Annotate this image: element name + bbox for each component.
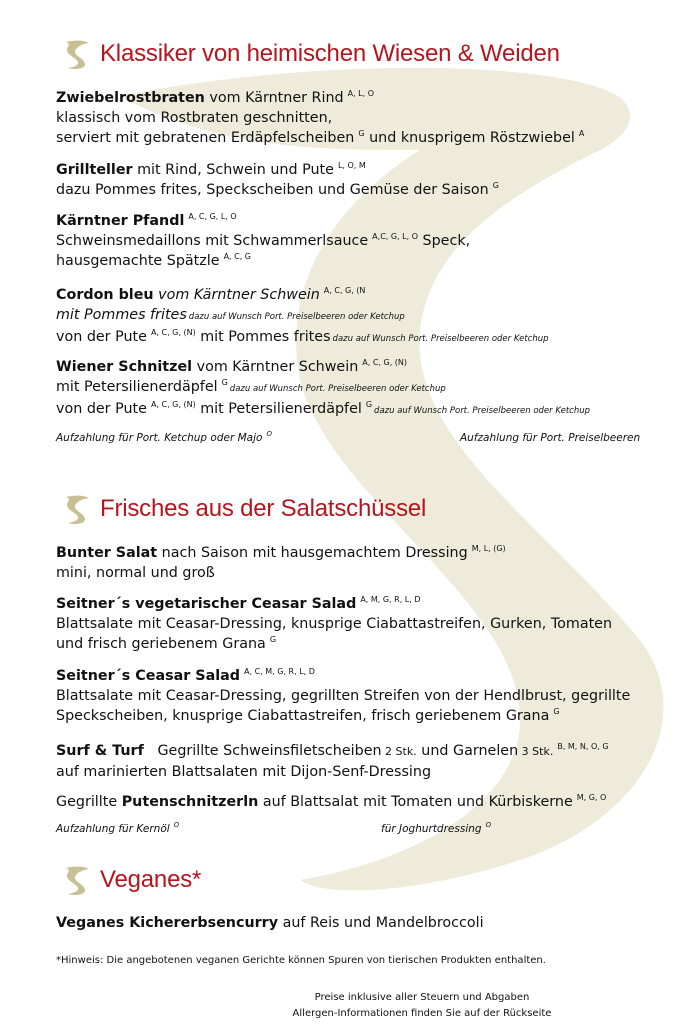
seitner-logo-icon: [62, 864, 92, 896]
allergen-codes: A, C, G, (N): [362, 358, 408, 367]
surcharge-note-preiselbeeren: [460, 432, 640, 444]
dish-name: Kärntner Pfandl: [56, 213, 185, 229]
section-title-text: Veganes*: [100, 866, 202, 893]
dish-desc: auf Reis und Mandelbroccoli: [278, 915, 484, 931]
allergen-codes: G: [492, 181, 499, 190]
allergen-codes: O: [173, 821, 180, 829]
section-title-klassiker: [62, 38, 560, 70]
dish-desc: vom Kärntner Rind: [204, 90, 344, 106]
allergen-codes: A, C, G, (N): [150, 328, 196, 337]
menu-item-cordon-bleu: [56, 285, 549, 349]
footer: [262, 990, 582, 1022]
menu-item-ceasar-salad: [56, 666, 630, 726]
dish-name: Cordon bleu: [56, 287, 154, 303]
note-text: Aufzahlung für Kernöl: [56, 823, 170, 835]
allergen-codes: A, L, O: [347, 89, 375, 98]
allergen-codes: G: [221, 378, 228, 387]
footer-allergen-note: Allergen-Informationen finden Sie auf der Rückseite: [292, 1008, 552, 1019]
allergen-codes: B, M, N, O, G: [557, 742, 609, 751]
note-text: Aufzahlung für Port. Ketchup oder Majo: [56, 432, 263, 444]
menu-item-grillteller: [56, 160, 499, 200]
dish-desc: Schweinsmedaillons mit Schwammerlsauce: [56, 233, 369, 249]
menu-item-surf-turf: [56, 741, 609, 782]
allergen-codes: G: [553, 707, 560, 716]
allergen-codes: A, C, G, (N): [150, 400, 196, 409]
dish-desc-line: auf marinierten Blattsalaten mit Dijon-Senf-Dressing: [56, 764, 432, 780]
allergen-codes: G: [365, 400, 373, 409]
dish-name: Veganes Kichererbsencurry: [56, 915, 279, 931]
allergen-codes: L, O, M: [337, 161, 366, 170]
section-title-salat: [62, 493, 426, 525]
allergen-codes: O: [266, 430, 272, 438]
allergen-codes: M, G, O: [576, 793, 607, 802]
side-option-note: dazu auf Wunsch Port. Preiselbeeren oder Ketchup: [188, 312, 405, 322]
dish-desc: Speckscheiben, knusprige Ciabattastreifen, frisch geriebenem Grana: [56, 708, 550, 724]
dish-desc: Gegrillte Schweinsfiletscheiben: [143, 743, 382, 759]
dish-name: Zwiebelrostbraten: [56, 90, 205, 106]
dish-desc-line: klassisch vom Rostbraten geschnitten,: [56, 110, 333, 126]
dish-desc: von der Pute: [56, 329, 147, 345]
menu-item-putenschnitzerln: [56, 792, 606, 812]
allergen-codes: G: [269, 635, 277, 644]
seitner-logo-icon: [62, 493, 92, 525]
menu-item-bunter-salat: [56, 543, 506, 583]
section-title-text: Klassiker von heimischen Wiesen & Weiden: [100, 40, 560, 67]
menu-item-kaerntner-pfandl: [56, 211, 470, 271]
dish-name: Seitner´s Ceasar Salad: [56, 668, 241, 684]
allergen-codes: A, C, G, L, O: [188, 212, 237, 221]
note-text: Aufzahlung für Port. Preiselbeeren: [460, 432, 641, 444]
allergen-codes: A,C, G, L, O: [372, 232, 418, 241]
side-option-note: dazu auf Wunsch Port. Preiselbeeren oder Ketchup: [332, 334, 549, 344]
dish-desc: serviert mit gebratenen Erdäpfelscheiben: [56, 130, 355, 146]
menu-item-zwiebelrostbraten: [56, 88, 584, 148]
footer-prices-note: Preise inklusive aller Steuern und Abgaben: [314, 992, 530, 1003]
dish-name: Wiener Schnitzel: [56, 359, 193, 375]
menu-item-kichererbsencurry: [56, 913, 484, 933]
dish-desc: dazu Pommes frites, Speckscheiben und Gemüse der Saison: [56, 182, 489, 198]
note-text: für Joghurtdressing: [381, 823, 482, 835]
dish-desc: mit Rind, Schwein und Pute: [132, 162, 334, 178]
dish-name: Seitner´s vegetarischer Ceasar Salad: [56, 596, 357, 612]
seitner-logo-icon: [62, 38, 92, 70]
portion-size: 2 Stk.: [381, 745, 417, 758]
dish-desc: hausgemachte Spätzle: [56, 253, 220, 269]
surcharge-note-kernoel: [56, 823, 179, 835]
side-option-note: dazu auf Wunsch Port. Preiselbeeren oder Ketchup: [229, 384, 446, 394]
dish-desc: mit Pommes frites: [195, 329, 331, 345]
dish-name: Bunter Salat: [56, 545, 158, 561]
dish-desc-line: Blattsalate mit Ceasar-Dressing, gegrillten Streifen von der Hendlbrust, gegrillte: [56, 688, 631, 704]
dish-desc-line: mini, normal und groß: [56, 565, 215, 581]
side-option-note: dazu auf Wunsch Port. Preiselbeeren oder Ketchup: [374, 406, 591, 416]
dish-name: Putenschnitzerln: [121, 794, 259, 810]
dish-desc: vom Kärntner Schwein: [192, 359, 359, 375]
surcharge-note-ketchup: [56, 432, 272, 444]
dish-desc: vom Kärntner Schwein: [153, 287, 320, 303]
allergen-codes: O: [485, 821, 492, 829]
dish-desc: und frisch geriebenem Grana: [56, 636, 266, 652]
allergen-codes: A, C, G, (N: [323, 286, 366, 295]
allergen-codes: A, C, G: [223, 252, 251, 261]
dish-name: Grillteller: [56, 162, 133, 178]
dish-desc: und Garnelen: [416, 743, 519, 759]
portion-size: 3 Stk.: [518, 745, 554, 758]
dish-desc: mit Petersilienerdäpfel: [195, 401, 362, 417]
section-title-veganes: [62, 864, 201, 896]
vegan-hint: *Hinweis: Die angebotenen veganen Gerichte können Spuren von tierischen Produkten enthalten.: [56, 955, 546, 966]
section-title-text: Frisches aus der Salatschüssel: [100, 495, 427, 522]
dish-desc-line: Blattsalate mit Ceasar-Dressing, knusprige Ciabattastreifen, Gurken, Tomaten: [56, 616, 613, 632]
allergen-codes: A, M, G, R, L, D: [360, 595, 421, 604]
dish-desc: und knusprigem Röstzwiebel: [364, 130, 575, 146]
menu-item-veg-ceasar-salad: [56, 594, 612, 654]
dish-desc: mit Petersilienerdäpfel: [56, 379, 218, 395]
allergen-codes: M, L, (G): [471, 544, 506, 553]
menu-item-wiener-schnitzel: [56, 357, 590, 421]
allergen-codes: A: [578, 129, 585, 138]
dish-desc: Gegrillte: [56, 794, 122, 810]
dish-desc: Speck,: [417, 233, 471, 249]
dish-name: Surf & Turf: [56, 743, 144, 759]
allergen-codes: G: [358, 129, 365, 138]
dish-desc: auf Blattsalat mit Tomaten und Kürbiskerne: [258, 794, 573, 810]
dish-desc: von der Pute: [56, 401, 147, 417]
dish-desc: nach Saison mit hausgemachtem Dressing: [157, 545, 468, 561]
allergen-codes: A, C, M, G, R, L, D: [244, 667, 315, 676]
surcharge-note-joghurt: [381, 823, 491, 835]
dish-desc: mit Pommes frites: [56, 307, 187, 323]
